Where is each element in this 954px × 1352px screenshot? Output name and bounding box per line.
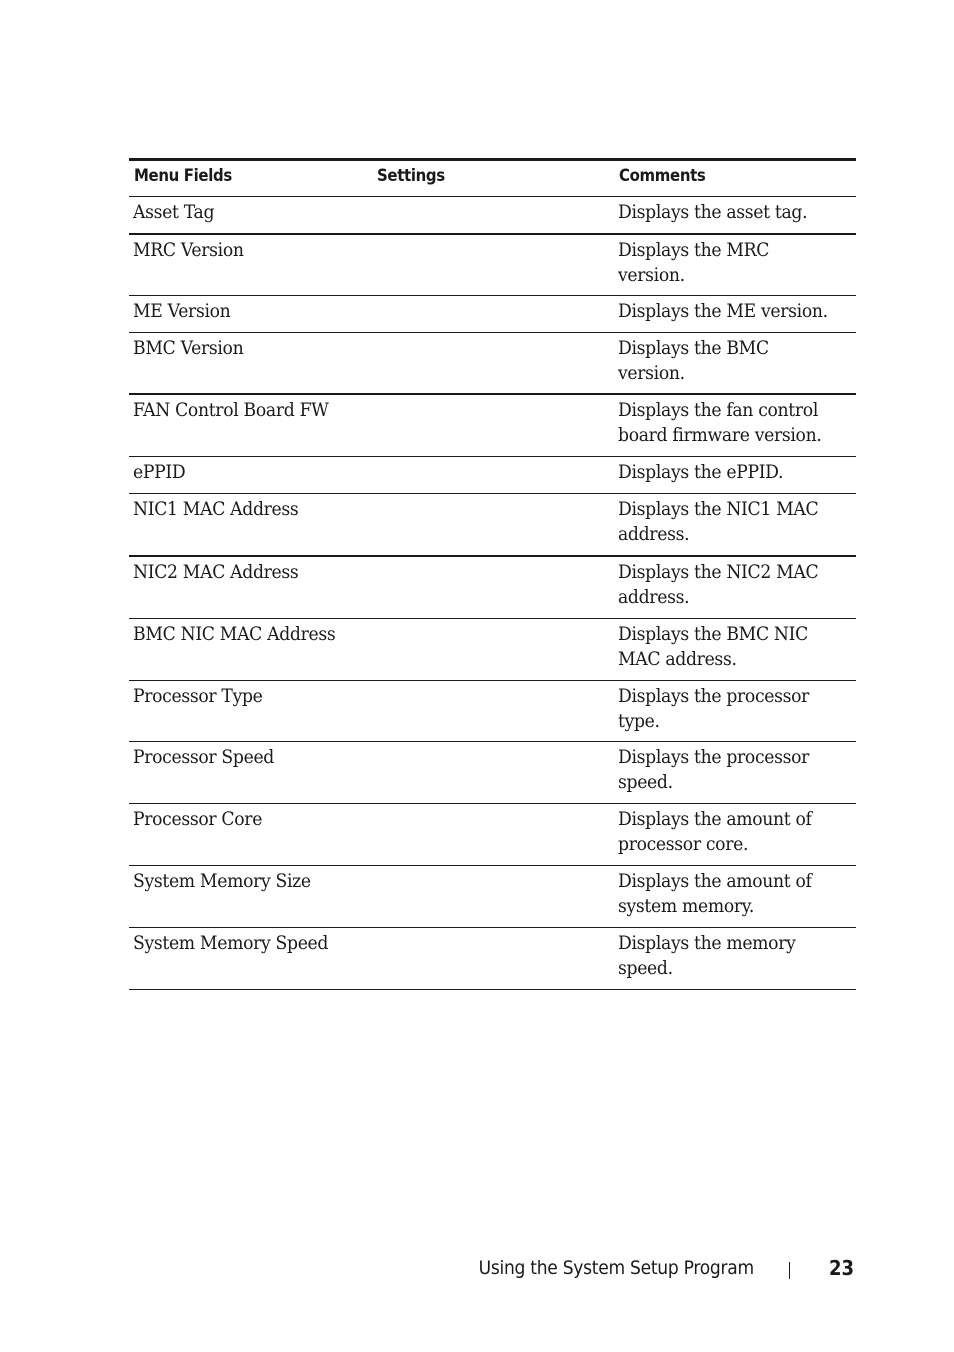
settings-cell [372, 333, 614, 395]
comment-cell: Displays the processor speed. [614, 742, 856, 804]
field-cell: ME Version [129, 296, 372, 333]
table-row [129, 197, 856, 235]
settings-cell [372, 928, 614, 990]
table-row [129, 556, 856, 619]
comment-cell: Displays the ePPID. [614, 457, 856, 494]
table-row [129, 457, 856, 494]
field-cell: BMC NIC MAC Address [129, 619, 372, 681]
settings-cell [372, 234, 614, 296]
field-cell: FAN Control Board FW [129, 394, 372, 457]
comment-cell: Displays the asset tag. [614, 197, 856, 235]
field-cell: System Memory Size [129, 866, 372, 928]
field-cell: NIC2 MAC Address [129, 556, 372, 619]
table-row [129, 804, 856, 866]
settings-cell [372, 394, 614, 457]
field-cell: Processor Type [129, 681, 372, 742]
menu-fields-table [129, 158, 856, 990]
settings-cell [372, 681, 614, 742]
settings-cell [372, 296, 614, 333]
comment-cell: Displays the NIC1 MAC address. [614, 494, 856, 557]
table-row [129, 742, 856, 804]
settings-cell [372, 804, 614, 866]
field-cell: System Memory Speed [129, 928, 372, 990]
field-cell: NIC1 MAC Address [129, 494, 372, 557]
comment-cell: Displays the BMC version. [614, 333, 856, 395]
field-cell: ePPID [129, 457, 372, 494]
table-row [129, 494, 856, 557]
table-row [129, 333, 856, 395]
table-row [129, 619, 856, 681]
comment-cell: Displays the fan control board firmware version. [614, 394, 856, 457]
comment-cell: Displays the MRC version. [614, 234, 856, 296]
comment-cell: Displays the processor type. [614, 681, 856, 742]
table-row [129, 296, 856, 333]
settings-cell [372, 457, 614, 494]
table-header-row [129, 160, 856, 197]
settings-cell [372, 197, 614, 235]
comment-cell: Displays the ME version. [614, 296, 856, 333]
header-settings: Settings [372, 160, 614, 197]
field-cell: Processor Core [129, 804, 372, 866]
footer-page-number: 23 [829, 1256, 855, 1280]
settings-cell [372, 742, 614, 804]
page-footer [0, 1254, 954, 1284]
settings-cell [372, 619, 614, 681]
field-cell: BMC Version [129, 333, 372, 395]
header-comments: Comments [614, 160, 856, 197]
menu-fields-table-container [129, 158, 856, 990]
table-row [129, 866, 856, 928]
header-menu-fields: Menu Fields [129, 160, 372, 197]
settings-cell [372, 866, 614, 928]
settings-cell [372, 556, 614, 619]
comment-cell: Displays the NIC2 MAC address. [614, 556, 856, 619]
table-row [129, 394, 856, 457]
comment-cell: Displays the memory speed. [614, 928, 856, 990]
field-cell: Processor Speed [129, 742, 372, 804]
table-row [129, 681, 856, 742]
settings-cell [372, 494, 614, 557]
field-cell: MRC Version [129, 234, 372, 296]
table-row [129, 928, 856, 990]
field-cell: Asset Tag [129, 197, 372, 235]
comment-cell: Displays the amount of system memory. [614, 866, 856, 928]
table-row [129, 234, 856, 296]
footer-divider [789, 1262, 790, 1279]
footer-section-title: Using the System Setup Program [478, 1257, 754, 1279]
comment-cell: Displays the amount of processor core. [614, 804, 856, 866]
comment-cell: Displays the BMC NIC MAC address. [614, 619, 856, 681]
